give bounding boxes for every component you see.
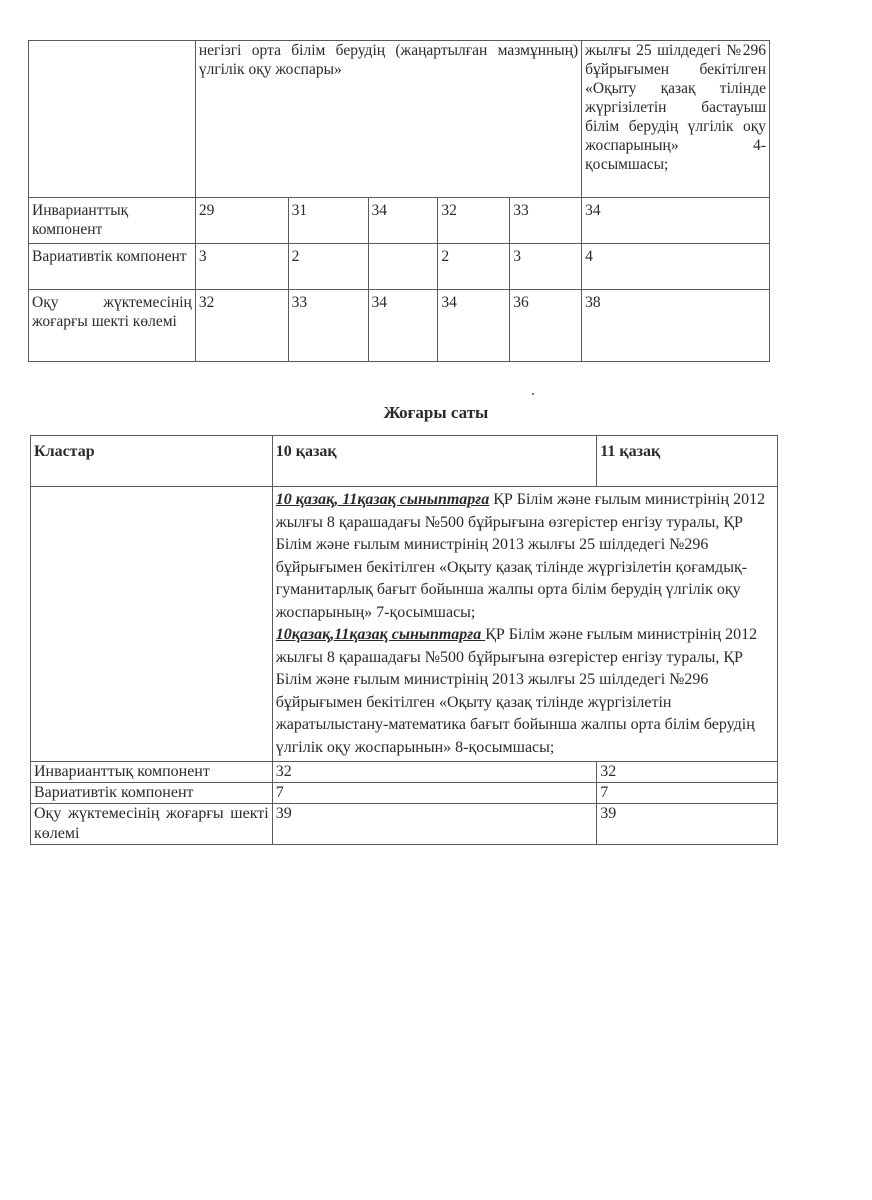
column-header: 10 қазақ [272, 436, 597, 487]
value-cell: 34 [438, 290, 510, 362]
description-paragraph [276, 624, 774, 759]
description-lead: 10 қазақ, 11қазақ сыныптарға [275, 491, 490, 508]
row-label: Инварианттық компонент [31, 762, 273, 783]
value-cell: 39 [272, 804, 597, 845]
value-cell: 4 [582, 244, 770, 290]
row-label: Инварианттық компонент [29, 198, 196, 244]
basic-level-table [28, 40, 770, 362]
plan-reference-cell: жылғы 25 шілдедегі №296 бұйрығымен бекітілген «Оқыту қазақ тілінде жүргізілетін бастауыш білім берудің үлгілік оқу жоспарының» 4-қосымшасы; [582, 41, 770, 198]
empty-cell [29, 41, 196, 198]
description-text: ҚР Білім және ғылым министрінің 2012 жылғы 8 қарашадағы №500 бұйрығына өзгерістер енгізу туралы, ҚР Білім және ғылым министрінің 2013 жылғы 25 шілдедегі №296 бұйрығымен бекітілген «Оқыту қазақ тілінде жүргізілетін қоғамдық-гуманитарлық бағыт бойынша жалпы орта білім берудің үлгілік оқу жоспарының» 7-қосымшасы; [275, 491, 766, 621]
row-label: Вариативтік компонент [31, 783, 273, 804]
description-text: ҚР Білім және ғылым министрінің 2012 жылғы 8 қарашадағы №500 бұйрығына өзгерістер енгізу туралы, ҚР Білім және ғылым министрінің 2013 жылғы 25 шілдедегі №296 бұйрығымен бекітілген «Оқыту қазақ тілінде жүргізілетін жаратылыстану-математика бағыт бойынша жалпы орта білім берудің үлгілік оқу жоспарынын» 8-қосымшасы; [275, 626, 758, 756]
description-row [31, 487, 778, 762]
value-cell: 39 [597, 804, 778, 845]
table-header-row [29, 41, 770, 198]
value-cell: 3 [510, 244, 582, 290]
value-cell: 3 [195, 244, 288, 290]
empty-cell [31, 487, 273, 762]
value-cell: 33 [510, 198, 582, 244]
value-cell: 33 [288, 290, 368, 362]
plan-reference-cell: негізгі орта білім берудің (жаңартылған мазмұнның) үлгілік оқу жоспары» [195, 41, 581, 198]
value-cell: 29 [195, 198, 288, 244]
value-cell: 36 [510, 290, 582, 362]
column-header: Кластар [31, 436, 273, 487]
description-paragraph [276, 489, 774, 624]
value-cell: 34 [368, 290, 438, 362]
value-cell: 32 [597, 762, 778, 783]
description-lead: 10қазақ,11қазақ сыныптарға [275, 626, 486, 643]
scan-speck [532, 393, 534, 395]
value-cell: 34 [368, 198, 438, 244]
row-label: Вариативтік компонент [29, 244, 196, 290]
table-row [29, 198, 770, 244]
value-cell: 2 [288, 244, 368, 290]
value-cell: 32 [195, 290, 288, 362]
value-cell: 7 [597, 783, 778, 804]
table-header-row [31, 436, 778, 487]
row-label: Оқу жүктемесінің жоғарғы шекті көлемі [29, 290, 196, 362]
row-label: Оқу жүктемесінің жоғарғы шекті көлемі [31, 804, 273, 845]
value-cell [368, 244, 438, 290]
table-row [31, 804, 778, 845]
column-header: 11 қазақ [597, 436, 778, 487]
description-cell [272, 487, 777, 762]
table-row [31, 762, 778, 783]
value-cell: 38 [582, 290, 770, 362]
value-cell: 32 [438, 198, 510, 244]
value-cell: 31 [288, 198, 368, 244]
section-title: Жоғары саты [383, 403, 489, 422]
upper-level-table [30, 435, 778, 845]
table-row [29, 244, 770, 290]
value-cell: 2 [438, 244, 510, 290]
value-cell: 7 [272, 783, 597, 804]
table-row [31, 783, 778, 804]
value-cell: 32 [272, 762, 597, 783]
table-row [29, 290, 770, 362]
value-cell: 34 [582, 198, 770, 244]
